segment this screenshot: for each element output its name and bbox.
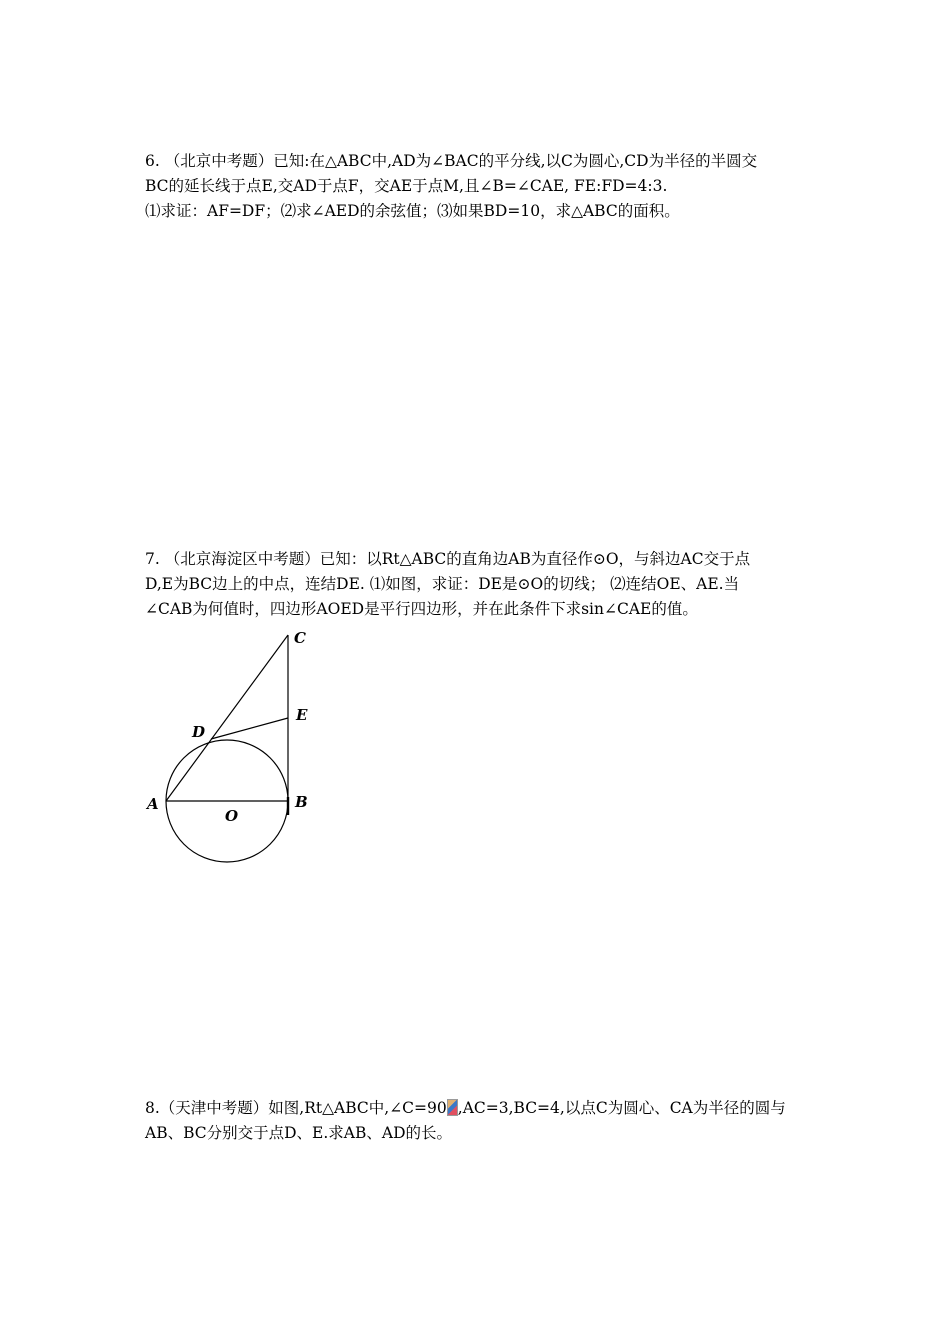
problem-8-line-1-part-b: ,AC=3,BC=4,以点C为圆心、CA为半径的圆与	[457, 1099, 786, 1117]
label-b: B	[295, 793, 308, 811]
problem-8-line-1	[145, 1096, 815, 1121]
label-a: A	[147, 795, 159, 813]
problem-6	[145, 149, 815, 224]
problem-7	[145, 547, 815, 622]
label-d: D	[192, 723, 206, 741]
problem-8-line-1-part-a: 8.（天津中考题）如图,Rt△ABC中,∠C=90	[145, 1099, 447, 1117]
problem-6-line-1: 6. （北京中考题）已知:在△ABC中,AD为∠BAC的平分线,以C为圆心,CD为半径的半圆交	[145, 152, 758, 170]
broken-image-icon	[447, 1099, 458, 1116]
segment-ac	[166, 635, 288, 801]
geometry-figure-svg	[140, 625, 340, 875]
problem-8-line-2: AB、BC分别交于点D、E.求AB、AD的长。	[145, 1124, 452, 1142]
problem-7-line-2: D,E为BC边上的中点，连结DE. ⑴如图，求证：DE是⊙O的切线； ⑵连结OE、AE.当	[145, 575, 740, 593]
label-c: C	[294, 629, 306, 647]
problem-8	[145, 1096, 815, 1146]
problem-6-line-3: ⑴求证：AF=DF；⑵求∠AED的余弦值；⑶如果BD=10，求△ABC的面积。	[145, 202, 680, 220]
problem-7-line-3: ∠CAB为何值时，四边形AOED是平行四边形，并在此条件下求sin∠CAE的值。	[145, 600, 698, 618]
geometry-figure	[140, 625, 340, 879]
problem-7-line-1: 7. （北京海淀区中考题）已知：以Rt△ABC的直角边AB为直径作⊙O，与斜边AC交于点	[145, 550, 751, 568]
segment-de	[211, 718, 288, 739]
problem-6-line-2: BC的延长线于点E,交AD于点F，交AE于点M,且∠B=∠CAE, FE:FD=4:3.	[145, 177, 668, 195]
label-e: E	[296, 706, 308, 724]
label-o: O	[225, 807, 239, 825]
